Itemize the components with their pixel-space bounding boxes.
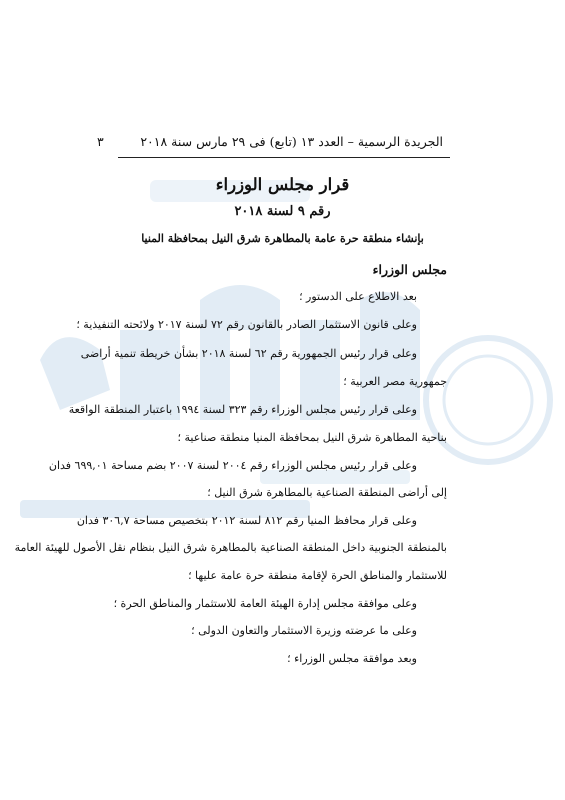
paragraph: للاستثمار والمناطق الحرة لإقامة منطقة حرة عامة عليها ؛ (188, 569, 447, 582)
paragraph: وعلى موافقة مجلس إدارة الهيئة العامة للاستثمار والمناطق الحرة ؛ (113, 597, 417, 610)
decree-title: قرار مجلس الوزراء (215, 175, 350, 194)
header-rule (118, 157, 450, 158)
paragraph: وعلى قرار رئيس الجمهورية رقم ٦٢ لسنة ٢٠١٨ بشأن خريطة تنمية أراضى (80, 347, 417, 360)
paragraph: وعلى قرار رئيس مجلس الوزراء رقم ٢٠٠٤ لسنة ٢٠٠٧ بضم مساحة ٦٩٩,٠١ فدان (48, 459, 417, 472)
page-number: ٣ (97, 134, 104, 149)
decree-subject: بإنشاء منطقة حرة عامة بالمطاهرة شرق النيل بمحافظة المنيا (141, 232, 424, 245)
paragraph: بعد الاطلاع على الدستور ؛ (299, 290, 417, 303)
paragraph: وبعد موافقة مجلس الوزراء ؛ (287, 652, 417, 665)
paragraph: وعلى قرار محافظ المنيا رقم ٨١٢ لسنة ٢٠١٢ بتخصيص مساحة ٣٠٦,٧ فدان (76, 514, 417, 527)
gazette-header-text: الجريدة الرسمية – العدد ١٣ (تابع) فى ٢٩ مارس سنة ٢٠١٨ (140, 134, 443, 149)
paragraph: وعلى قانون الاستثمار الصادر بالقانون رقم ٧٢ لسنة ٢٠١٧ ولائحته التنفيذية ؛ (76, 318, 417, 331)
paragraph: بالمنطقة الجنوبية داخل المنطقة الصناعية بالمطاهرة شرق النيل بنظام نقل الأصول للهيئة العامة (14, 541, 447, 554)
council-heading: مجلس الوزراء (372, 262, 447, 277)
paragraph: جمهورية مصر العربية ؛ (343, 375, 447, 388)
paragraph: وعلى قرار رئيس مجلس الوزراء رقم ٣٢٣ لسنة ١٩٩٤ باعتبار المنطقة الواقعة (68, 403, 417, 416)
paragraph: بناحية المطاهرة شرق النيل بمحافظة المنيا منطقة صناعية ؛ (177, 431, 447, 444)
decree-number: رقم ٩ لسنة ٢٠١٨ (234, 204, 331, 219)
paragraph: وعلى ما عرضته وزيرة الاستثمار والتعاون الدولى ؛ (191, 624, 417, 637)
running-header (97, 134, 443, 149)
paragraph: إلى أراضى المنطقة الصناعية بالمطاهرة شرق النيل ؛ (207, 486, 447, 499)
